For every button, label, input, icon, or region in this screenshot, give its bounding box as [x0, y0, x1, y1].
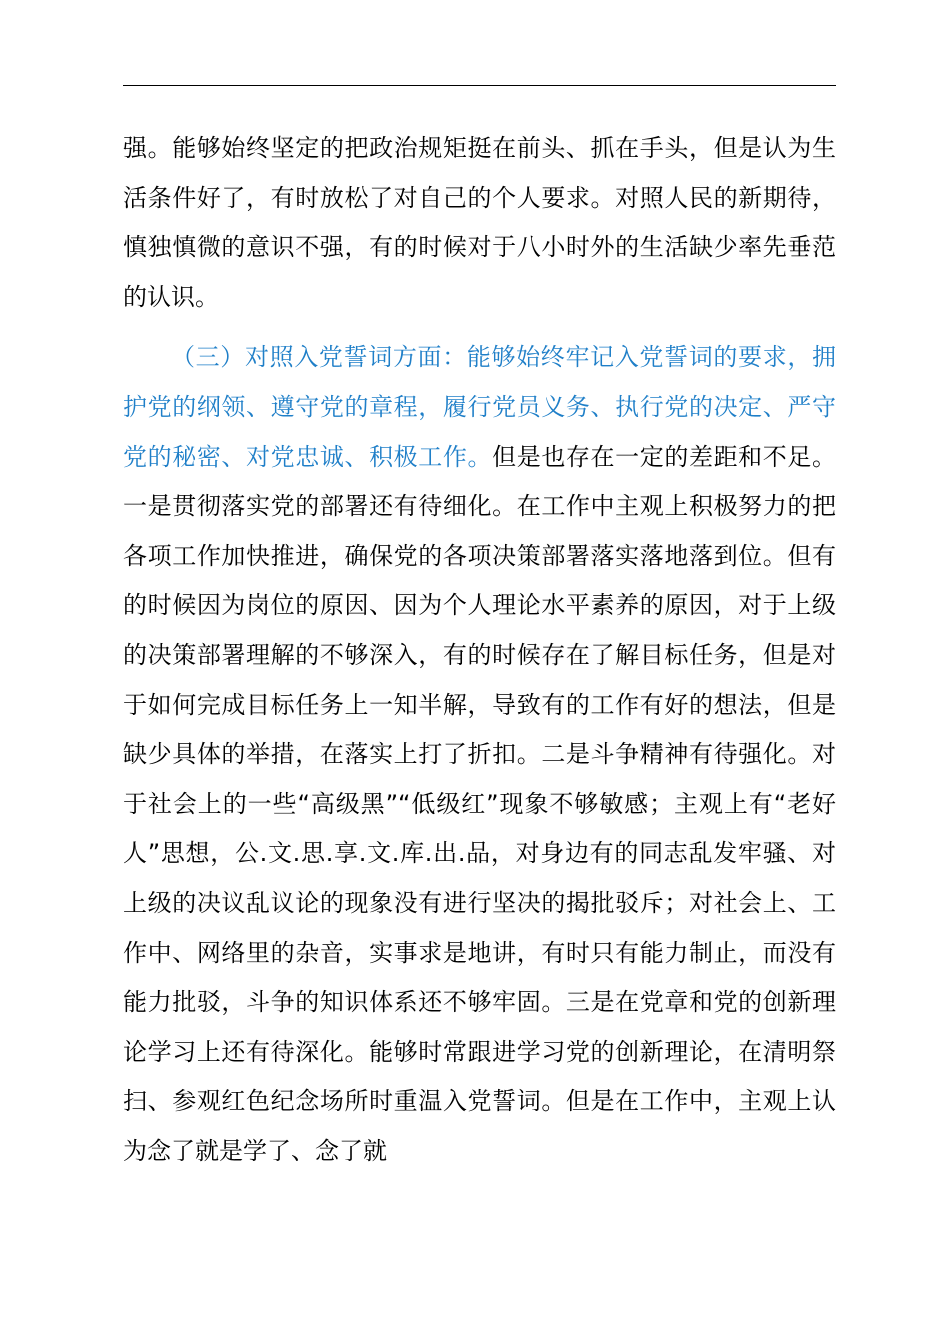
paragraph-1: 强。能够始终坚定的把政治规矩挺在前头、抓在手头，但是认为生活条件好了，有时放松了对自己的个人要求。对照人民的新期待，慎独慎微的意识不强，有的时候对于八小时外的生活缺少率先垂范的认识。	[123, 134, 836, 311]
header-rule	[123, 85, 836, 86]
document-body	[123, 124, 836, 1176]
paragraph-2-body: 但是也存在一定的差距和不足。一是贯彻落实党的部署还有待细化。在工作中主观上积极努力的把各项工作加快推进，确保党的各项决策部署落实落地落到位。但有的时候因为岗位的原因、因为个人理论水平素养的原因，对于上级的决策部署理解的不够深入，有的时候存在了解目标任务，但是对于如何完成目标任务上一知半解，导致有的工作有好的想法，但是缺少具体的举措，在落实上打了折扣。二是斗争精神有待强化。对于社会上的一些“高级黑”“低级红”现象不够敏感；主观上有“老好人”思想，公.文.思.享.文.库.出.品，对身边有的同志乱发牢骚、对上级的决议乱议论的现象没有进行坚决的揭批驳斥；对社会上、工作中、网络里的杂音，实事求是地讲，有时只有能力制止，而没有能力批驳，斗争的知识体系还不够牢固。三是在党章和党的创新理论学习上还有待深化。能够时常跟进学习党的创新理论，在清明祭扫、参观红色纪念场所时重温入党誓词。但是在工作中，主观上认为念了就是学了、念了就	[123, 442, 837, 1165]
section-heading-3: （三）对照入党誓词方面：能够始终牢记入党誓词的要求，拥护党的纲领、遵守党的章程，履行党员义务、执行党的决定、严守党的秘密、对党忠诚、积极工作。	[123, 343, 836, 471]
paragraph-2	[123, 333, 836, 1176]
